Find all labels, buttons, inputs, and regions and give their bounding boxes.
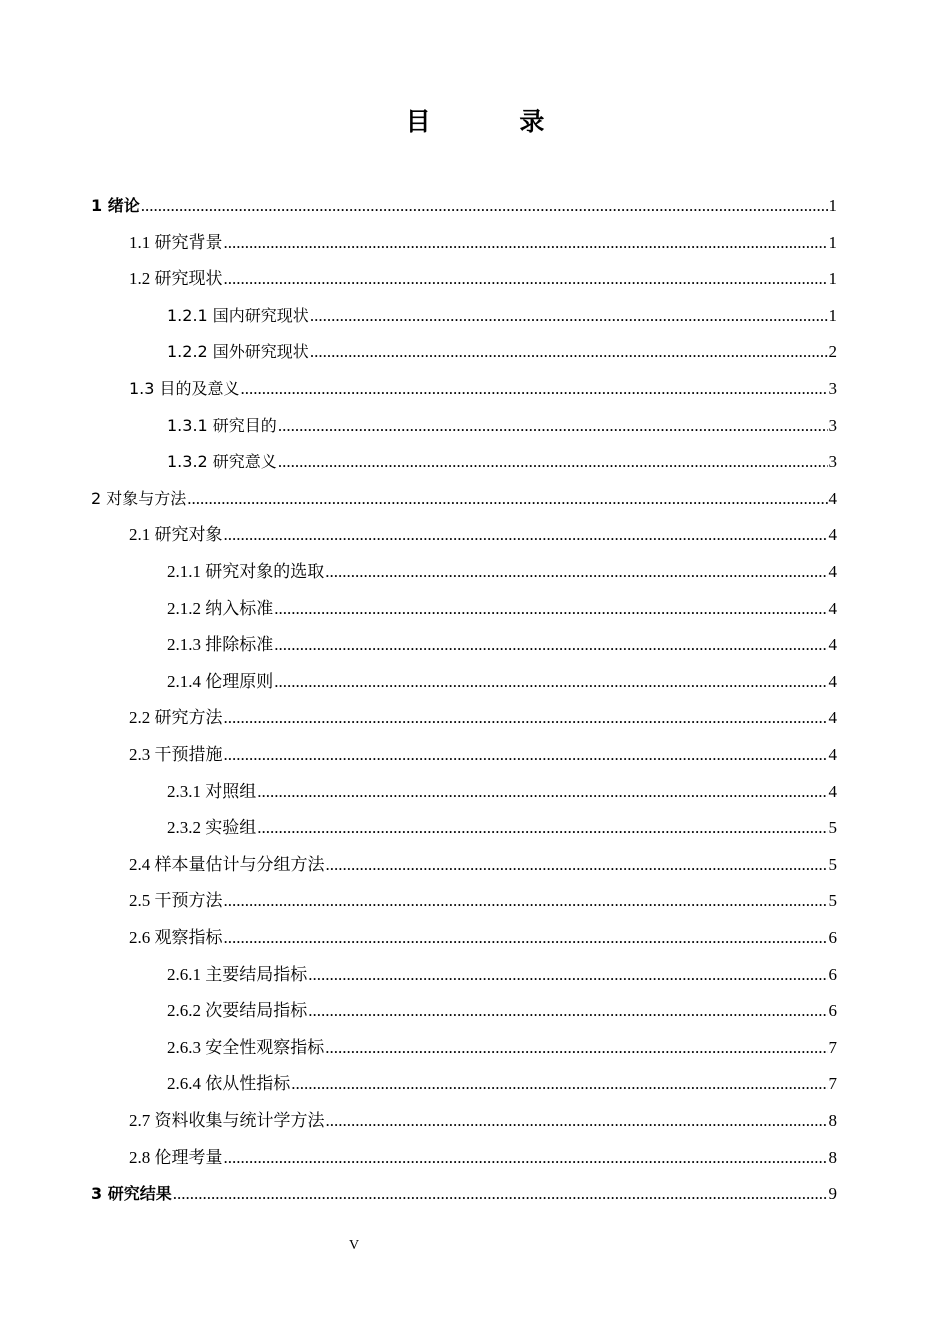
toc-entry[interactable]: [91, 1179, 837, 1205]
toc-entry-page: 4: [828, 781, 837, 801]
toc-entry[interactable]: [91, 484, 837, 510]
toc-title: 目 录: [405, 107, 585, 136]
toc-entry[interactable]: [129, 264, 837, 290]
toc-entry-label: 2.1.4 伦理原则: [167, 671, 274, 691]
toc-dot-leader: [278, 415, 828, 437]
toc-entry-label: 2.6.1 主要结局指标: [167, 964, 308, 984]
toc-dot-leader: [224, 1147, 828, 1169]
toc-entry-label: 2.1 研究对象: [129, 525, 223, 545]
toc-entry[interactable]: [167, 667, 837, 693]
toc-entry-label: 2.6 观察指标: [129, 928, 223, 947]
toc-entry-page: 4: [828, 488, 837, 508]
toc-entry-label: 1.2.2 国外研究现状: [167, 342, 309, 362]
toc-entry-page: 4: [828, 562, 837, 581]
toc-entry-page: 6: [828, 928, 837, 947]
toc-entry[interactable]: [91, 191, 837, 217]
toc-dot-leader: [224, 232, 828, 254]
toc-entry-label: 1.3.1 研究目的: [167, 415, 277, 435]
toc-entry-page: 3: [828, 452, 837, 472]
toc-entry-page: 8: [828, 1147, 837, 1167]
toc-entry-page: 7: [828, 1037, 837, 1057]
toc-dot-leader: [274, 634, 827, 656]
toc-entry-label: 2.1.3 排除标准: [167, 635, 274, 655]
toc-entry[interactable]: [167, 594, 837, 620]
toc-dot-leader: [141, 195, 828, 217]
toc-dot-leader: [241, 378, 828, 400]
toc-entry-page: 4: [828, 708, 837, 728]
toc-entry-label: 2 对象与方法: [91, 488, 187, 508]
toc-dot-leader: [173, 1183, 828, 1205]
toc-dot-leader: [310, 305, 828, 327]
toc-entry[interactable]: [167, 777, 837, 803]
toc-entry-label: 1 绪论: [91, 196, 140, 215]
toc-entry-label: 2.1.1 研究对象的选取: [167, 562, 325, 581]
toc-entry-page: 1: [828, 232, 837, 252]
toc-entry[interactable]: [167, 630, 837, 656]
toc-entry-page: 3: [828, 379, 837, 398]
toc-entry[interactable]: [167, 996, 837, 1022]
toc-dot-leader: [278, 451, 828, 473]
toc-dot-leader: [187, 488, 827, 510]
toc-entry-page: 5: [828, 818, 837, 838]
toc-dot-leader: [291, 1073, 827, 1095]
toc-entry-page: 5: [828, 891, 837, 911]
toc-entry[interactable]: [167, 813, 837, 839]
toc-entry-label: 2.3 干预措施: [129, 745, 223, 764]
toc-entry-page: 2: [828, 342, 837, 362]
toc-entry-label: 1.3 目的及意义: [129, 379, 240, 398]
toc-dot-leader: [274, 671, 827, 693]
toc-entry-page: 6: [828, 1001, 837, 1021]
toc-entry[interactable]: [129, 886, 837, 912]
toc-entry-page: 1: [828, 305, 837, 325]
toc-entry-page: 4: [828, 745, 837, 764]
toc-dot-leader: [224, 524, 828, 546]
toc-entry-page: 6: [828, 964, 837, 984]
toc-entry-label: 2.6.2 次要结局指标: [167, 1001, 308, 1021]
toc-entry[interactable]: [129, 703, 837, 729]
toc-dot-leader: [224, 744, 828, 766]
toc-entry-page: 3: [828, 415, 837, 435]
toc-entry-label: 1.1 研究背景: [129, 232, 223, 252]
toc-entry-label: 2.5 干预方法: [129, 891, 223, 911]
toc-entry-label: 2.4 样本量估计与分组方法: [129, 854, 325, 874]
toc-entry[interactable]: [167, 447, 837, 473]
toc-entry-page: 4: [828, 598, 837, 618]
toc-entry[interactable]: [129, 374, 837, 400]
toc-entry[interactable]: [129, 923, 837, 949]
toc-entry[interactable]: [167, 960, 837, 986]
toc-dot-leader: [257, 817, 827, 839]
toc-entry-label: 2.3.1 对照组: [167, 781, 257, 801]
toc-entry-page: 7: [828, 1074, 837, 1094]
toc-dot-leader: [308, 1000, 827, 1022]
toc-entry-page: 1: [828, 196, 837, 215]
toc-dot-leader: [308, 964, 827, 986]
toc-entry[interactable]: [129, 740, 837, 766]
toc-entry[interactable]: [129, 1106, 837, 1132]
toc-entry[interactable]: [167, 337, 837, 363]
toc-dot-leader: [224, 268, 828, 290]
toc-dot-leader: [224, 707, 828, 729]
toc-entry-page: 8: [828, 1111, 837, 1130]
toc-entry-label: 2.8 伦理考量: [129, 1147, 223, 1167]
toc-dot-leader: [224, 890, 828, 912]
toc-entry-label: 3 研究结果: [91, 1184, 172, 1204]
toc-entry-label: 2.6.4 依从性指标: [167, 1074, 291, 1094]
toc-entry[interactable]: [129, 1143, 837, 1169]
toc-entry[interactable]: [129, 228, 837, 254]
toc-entry-label: 1.2 研究现状: [129, 269, 223, 289]
toc-entry-page: 4: [828, 635, 837, 655]
toc-entry-label: 2.2 研究方法: [129, 708, 223, 728]
toc-dot-leader: [274, 598, 827, 620]
toc-dot-leader: [224, 927, 828, 949]
toc-entry-label: 2.7 资料收集与统计学方法: [129, 1111, 325, 1130]
toc-entry-page: 1: [828, 269, 837, 289]
toc-entry-label: 2.1.2 纳入标准: [167, 598, 274, 618]
toc-entry-label: 1.2.1 国内研究现状: [167, 305, 309, 325]
toc-dot-leader: [325, 561, 827, 583]
toc-dot-leader: [310, 341, 828, 363]
toc-dot-leader: [326, 854, 828, 876]
page-number: V: [348, 1238, 360, 1253]
toc-entry[interactable]: [167, 301, 837, 327]
toc-entry[interactable]: [167, 1069, 837, 1095]
toc-entry-label: 2.6.3 安全性观察指标: [167, 1037, 325, 1057]
toc-entry[interactable]: [129, 520, 837, 546]
toc-entry[interactable]: [129, 850, 837, 876]
toc-entry-label: 1.3.2 研究意义: [167, 452, 277, 472]
toc-entry-page: 4: [828, 525, 837, 545]
toc-entry[interactable]: [167, 1033, 837, 1059]
toc-entry-page: 4: [828, 671, 837, 691]
toc-entry-page: 9: [828, 1184, 837, 1204]
toc-entry-label: 2.3.2 实验组: [167, 818, 257, 838]
toc-dot-leader: [325, 1037, 827, 1059]
toc-dot-leader: [257, 781, 827, 803]
toc-entry[interactable]: [167, 557, 837, 583]
toc-dot-leader: [326, 1110, 828, 1132]
toc-entry[interactable]: [167, 411, 837, 437]
toc-entry-page: 5: [828, 854, 837, 874]
